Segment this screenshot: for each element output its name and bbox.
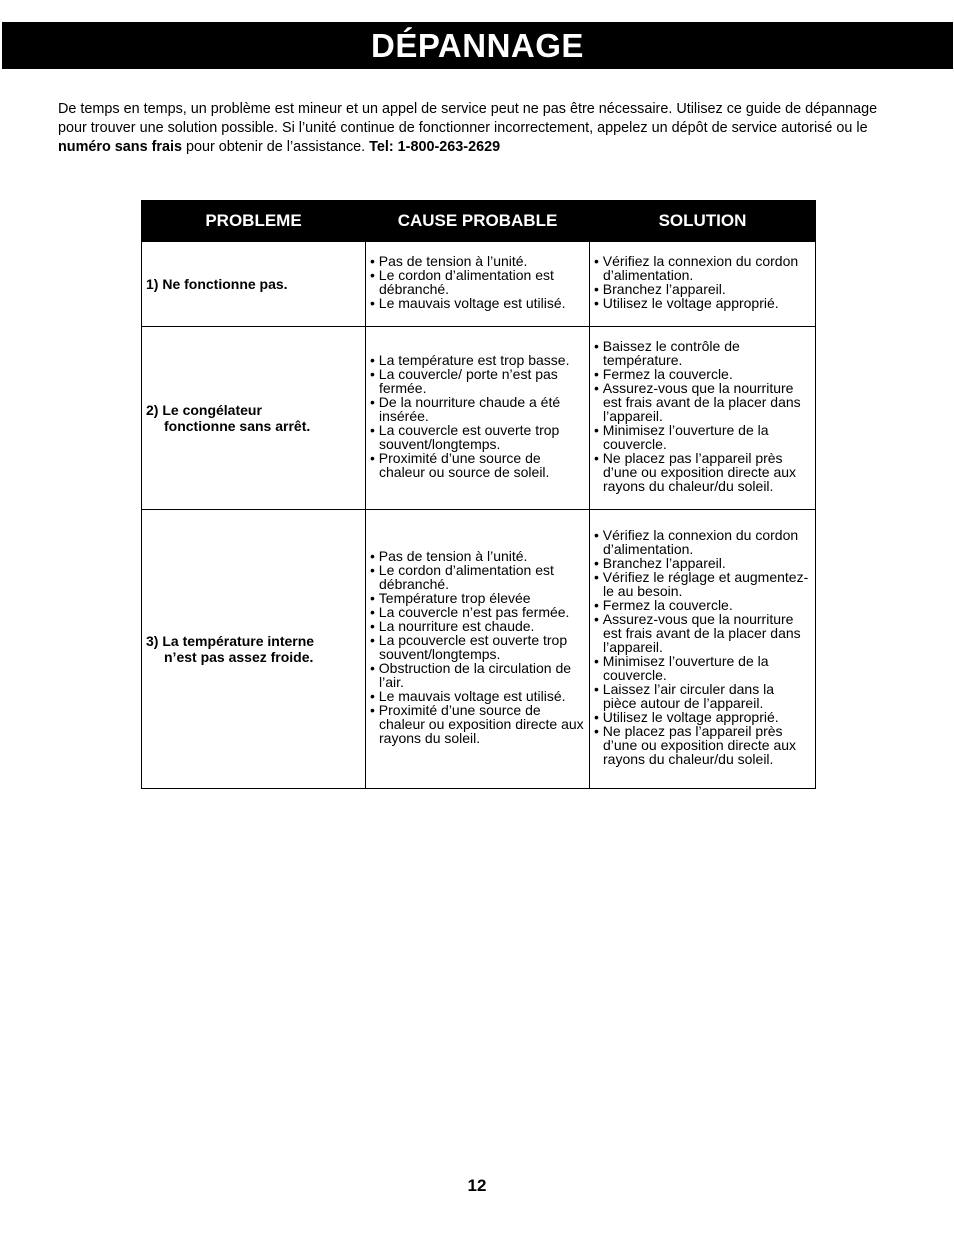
solution-cell-list [590,526,815,772]
cause-cell-list [366,547,589,751]
solution-cell [590,510,816,789]
solution-item: • Assurez-vous que la nourriture est frais avant de la placer dans l’appareil. [594,381,811,423]
cause-item: • Le mauvais voltage est utilisé. [370,296,585,310]
solution-item: • Ne placez pas l’appareil près d’une ou exposition directe aux rayons du chaleur/du soleil. [594,451,811,493]
solution-item: • Minimisez l’ouverture de la couvercle. [594,654,811,682]
problem-text: 3) La température interne [146,633,315,649]
solution-item: • Minimisez l’ouverture de la couvercle. [594,423,811,451]
cause-item: • La couvercle/ porte n’est pas fermée. [370,367,585,395]
solution-item: • Vérifiez la connexion du cordon d’alimentation. [594,254,811,282]
cause-item: • Proximité d’une source de chaleur ou exposition directe aux rayons du soleil. [370,703,585,745]
solution-item: • Vérifiez la connexion du cordon d’alimentation. [594,528,811,556]
cause-cell-list [366,252,589,316]
page-number: 12 [467,1176,487,1195]
cause-item: • La couvercle n’est pas fermée. [370,605,585,619]
cause-item: • La pcouvercle est ouverte trop souvent/longtemps. [370,633,585,661]
title-bar [2,22,953,69]
cause-item: • Le cordon d’alimentation est débranché. [370,563,585,591]
cause-cell [366,327,590,510]
solution-item: • Utilisez le voltage approprié. [594,710,811,724]
solution-item: • Fermez la couvercle. [594,598,811,612]
cause-item: • La couvercle est ouverte trop souvent/longtemps. [370,423,585,451]
table-row [142,510,816,789]
solution-cell-list [590,252,815,316]
cause-item: • Obstruction de la circulation de l’air. [370,661,585,689]
solution-item: • Branchez l’appareil. [594,282,811,296]
phone-number: Tel: 1-800-263-2629 [369,139,501,155]
cause-item: • Proximité d’une source de chaleur ou source de soleil. [370,451,585,479]
troubleshooting-table [141,200,816,789]
cause-item: • La température est trop basse. [370,353,585,367]
table-row [142,242,816,327]
cause-item: • Le cordon d’alimentation est débranché. [370,268,585,296]
solution-item: • Vérifiez le réglage et augmentez-le au besoin. [594,570,811,598]
cause-item: • De la nourriture chaude a été insérée. [370,395,585,423]
intro-paragraph [58,100,878,157]
header-solution: SOLUTION [590,201,816,242]
toll-free-label: numéro sans frais [58,139,182,155]
cause-cell [366,242,590,327]
cause-item: • Température trop élevée [370,591,585,605]
solution-item: • Branchez l’appareil. [594,556,811,570]
problem-cell [142,242,366,327]
solution-item: • Laissez l’air circuler dans la pièce autour de l’appareil. [594,682,811,710]
cause-item: • Pas de tension à l’unité. [370,549,585,563]
problem-text: 1) Ne fonctionne pas. [146,276,288,292]
table-header-row [142,201,816,242]
solution-item: • Baissez le contrôle de température. [594,339,811,367]
cause-cell-list [366,351,589,485]
cause-cell [366,510,590,789]
problem-cell [142,510,366,789]
solution-item: • Ne placez pas l’appareil près d’une ou exposition directe aux rayons du chaleur/du soleil. [594,724,811,766]
problem-cell [142,327,366,510]
header-cause: CAUSE PROBABLE [366,201,590,242]
cause-item: • Pas de tension à l’unité. [370,254,585,268]
problem-text-continued: fonctionne sans arrêt. [164,418,311,434]
solution-cell [590,327,816,510]
cause-item: • Le mauvais voltage est utilisé. [370,689,585,703]
table-row [142,327,816,510]
page-title: DÉPANNAGE [371,26,584,64]
cause-item: • La nourriture est chaude. [370,619,585,633]
problem-text-continued: n’est pas assez froide. [164,649,314,665]
solution-item: • Fermez la couvercle. [594,367,811,381]
intro-text: De temps en temps, un problème est mineur et un appel de service peut ne pas être nécessaire. Utilisez ce guide de dépannage pour trouver une solution possible. Si l’unité continue de fonctionner incorrectement, appelez un dépôt de service autorisé ou le [58,101,878,136]
header-problem: PROBLEME [142,201,366,242]
solution-item: • Utilisez le voltage approprié. [594,296,811,310]
solution-cell [590,242,816,327]
solution-item: • Assurez-vous que la nourriture est frais avant de la placer dans l’appareil. [594,612,811,654]
solution-cell-list [590,337,815,499]
intro-text-after: pour obtenir de l’assistance. [181,139,370,155]
problem-text: 2) Le congélateur [146,402,262,418]
